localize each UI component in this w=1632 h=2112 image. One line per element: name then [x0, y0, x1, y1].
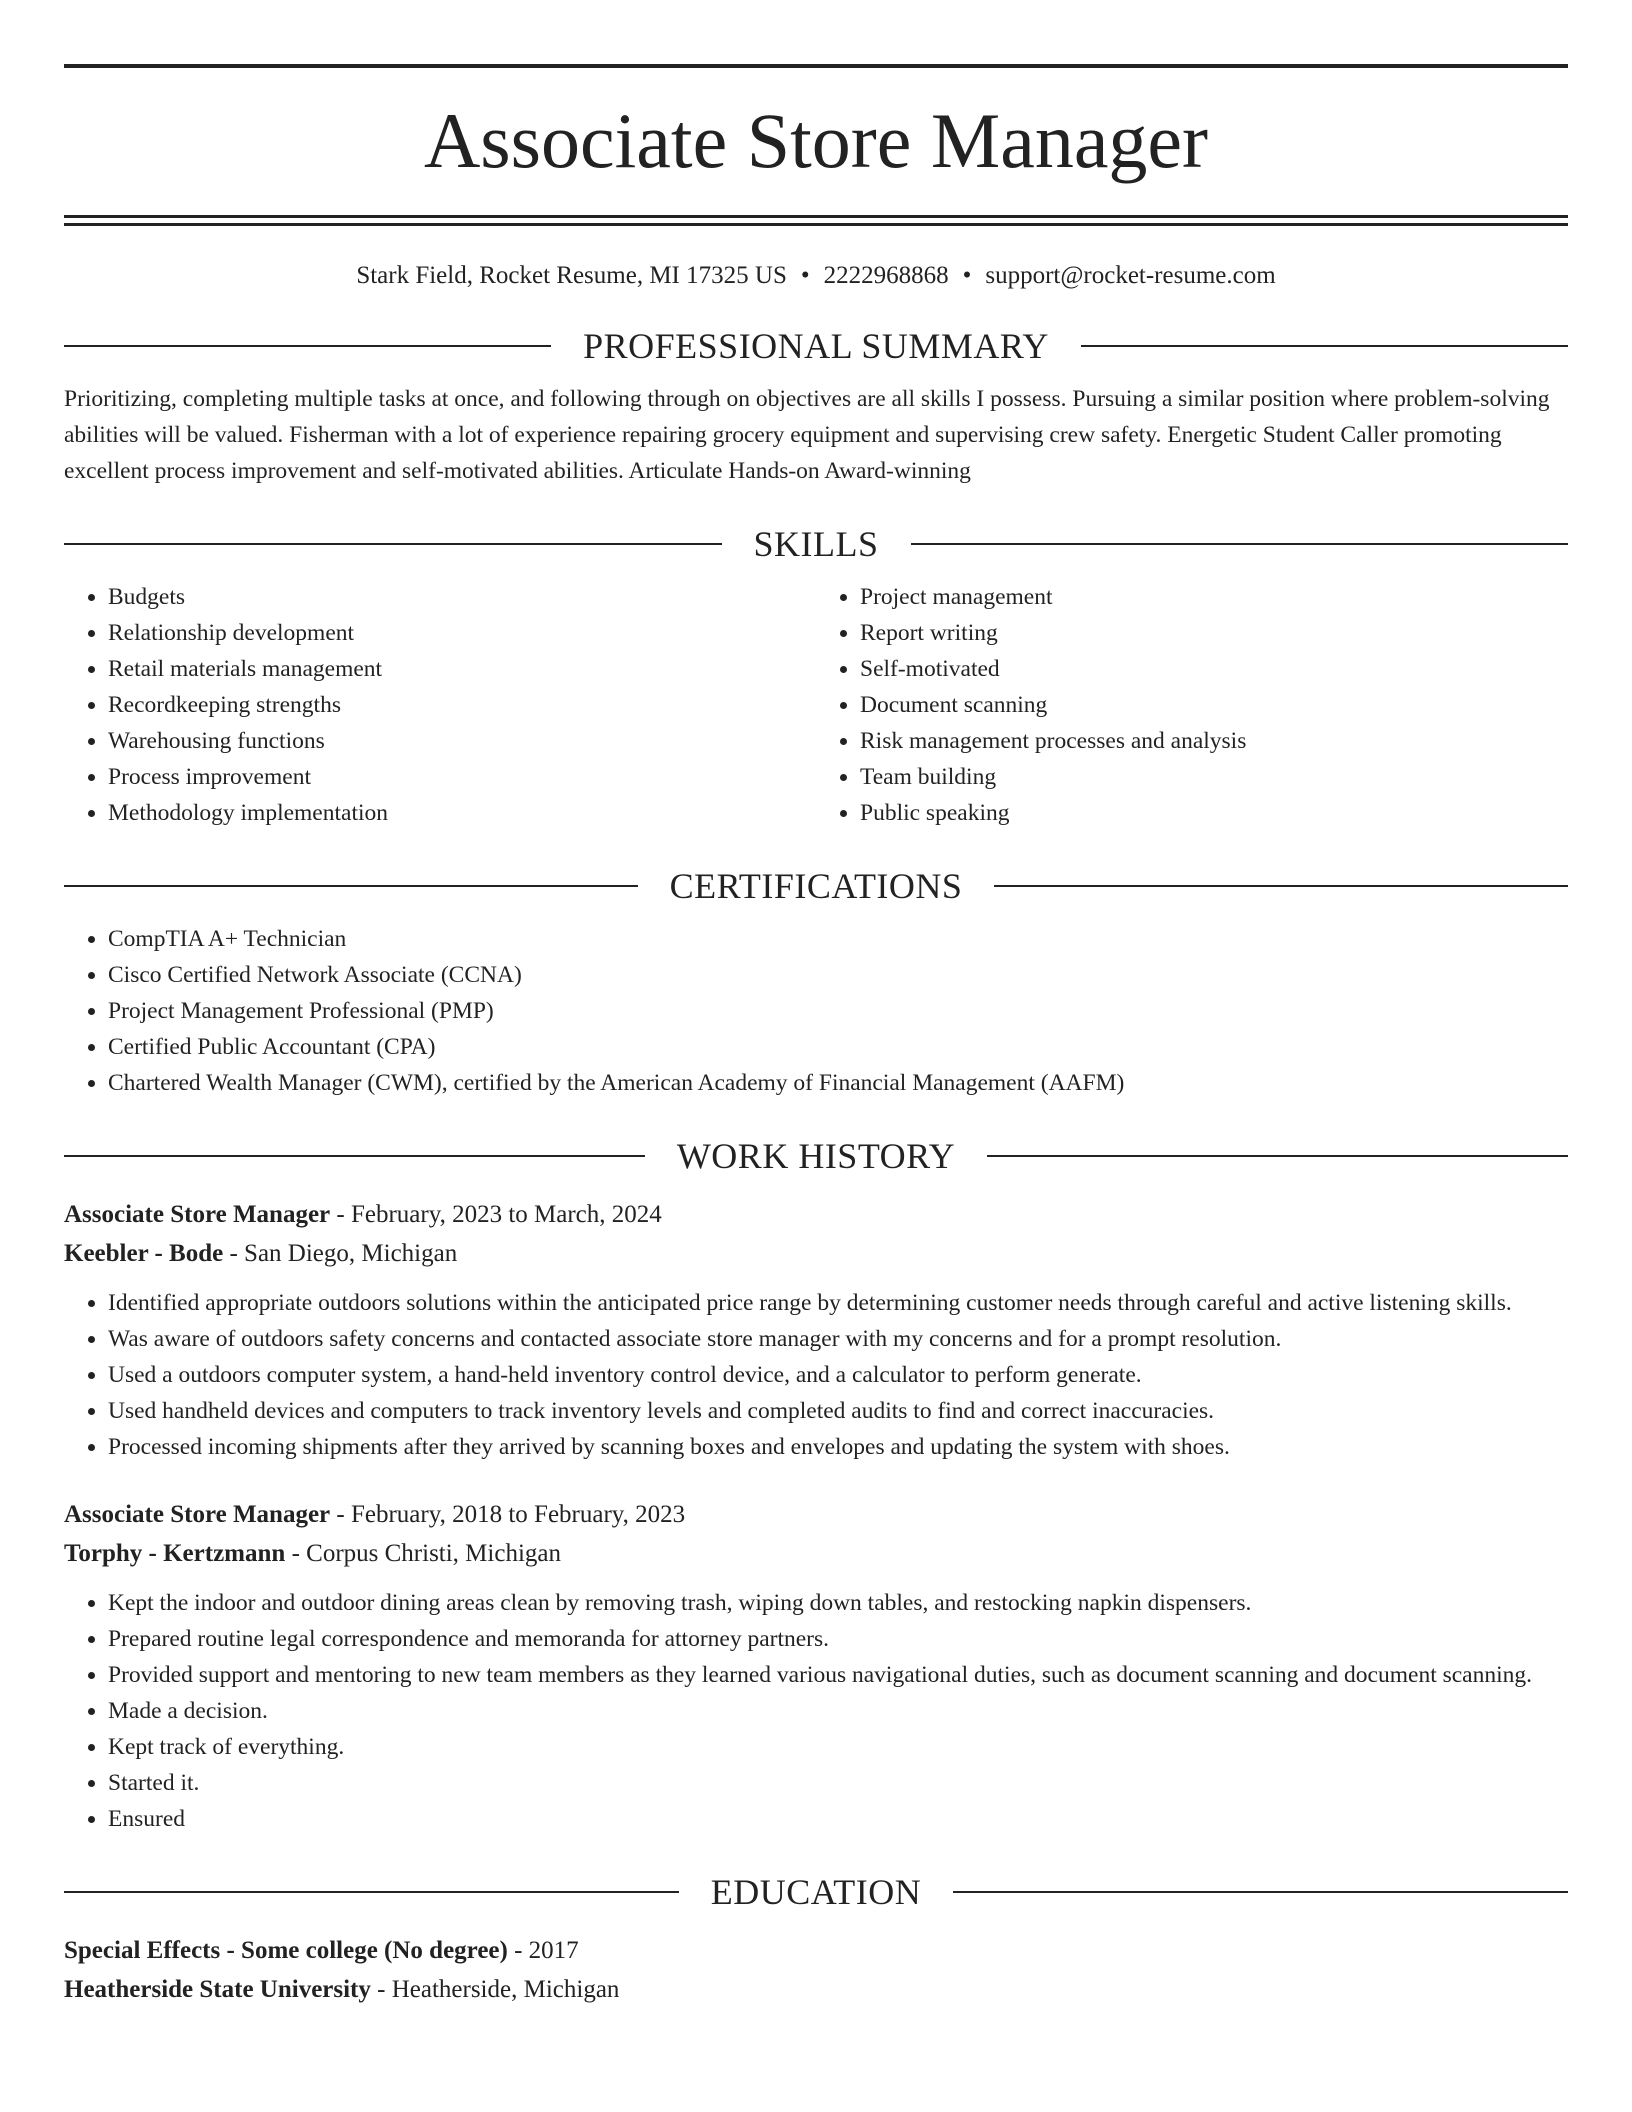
- education-degree: Special Effects - Some college (No degree): [64, 1937, 508, 1964]
- job-bullet: • Was aware of outdoors safety concerns and contacted associate store manager with my concerns and for a prompt resolution.: [108, 1321, 1568, 1357]
- job-bullet: • Identified appropriate outdoors solutions within the anticipated price range by determining customer needs through careful and active listening skills.: [108, 1285, 1568, 1321]
- job-bullet: • Started it.: [108, 1765, 1568, 1801]
- job-title-line: [64, 1495, 1568, 1534]
- skills-list-left: [64, 579, 816, 831]
- summary-section-heading: [64, 325, 1568, 367]
- contact-separator: •: [800, 262, 810, 289]
- job-bullet: • Made a decision.: [108, 1693, 1568, 1729]
- certification-item: • Project Management Professional (PMP): [108, 993, 1568, 1029]
- heading-rule: [987, 1155, 1568, 1157]
- job-bullet: • Ensured: [108, 1801, 1568, 1837]
- job-location: - San Diego, Michigan: [223, 1240, 458, 1267]
- certification-item: • Certified Public Accountant (CPA): [108, 1029, 1568, 1065]
- education-school: Heatherside State University: [64, 1976, 371, 2003]
- skill-item: • Retail materials management: [108, 651, 816, 687]
- heading-rule: [1081, 345, 1568, 347]
- skill-item: • Budgets: [108, 579, 816, 615]
- contact-line: [64, 261, 1568, 291]
- education-heading-label: EDUCATION: [710, 1872, 922, 1912]
- skill-item: • Public speaking: [860, 795, 1568, 831]
- education-year: - 2017: [507, 1937, 579, 1964]
- job-bullet: • Provided support and mentoring to new team members as they learned various navigational duties, such as document scanning and document scanning.: [108, 1657, 1568, 1693]
- skill-item: • Relationship development: [108, 615, 816, 651]
- education-school-line: [64, 1970, 1568, 2009]
- education-entry: [64, 1931, 1568, 2009]
- summary-text: Prioritizing, completing multiple tasks at once, and following through on objectives are all skills I possess. Pursuing a similar position where problem-solving abilities will be valued. Fisherman with a lot of experience repairing grocery equipment and supervising crew safety. Energetic Student Caller promoting excellent process improvement and self-motivated abilities. Articulate Hands-on Award-winning: [64, 386, 1550, 484]
- job-company: Keebler - Bode: [64, 1240, 224, 1267]
- work-section-heading: [64, 1135, 1568, 1177]
- certification-item: • Cisco Certified Network Associate (CCNA): [108, 957, 1568, 993]
- heading-rule: [64, 885, 638, 887]
- skills-heading-label: SKILLS: [753, 524, 879, 564]
- job-bullet: • Kept track of everything.: [108, 1729, 1568, 1765]
- job-bullet: • Kept the indoor and outdoor dining areas clean by removing trash, wiping down tables, and restocking napkin dispensers.: [108, 1585, 1568, 1621]
- skills-grid: [64, 579, 1568, 831]
- heading-rule: [911, 543, 1569, 545]
- skill-item: • Recordkeeping strengths: [108, 687, 816, 723]
- skill-item: • Self-motivated: [860, 651, 1568, 687]
- job-title-line: [64, 1195, 1568, 1234]
- job-dates: - February, 2023 to March, 2024: [330, 1201, 662, 1228]
- skill-item: • Risk management processes and analysis: [860, 723, 1568, 759]
- heading-rule: [64, 345, 551, 347]
- job-entry: [64, 1195, 1568, 1465]
- job-title: Associate Store Manager: [64, 1501, 331, 1528]
- contact-address: Stark Field, Rocket Resume, MI 17325 US: [356, 262, 787, 289]
- contact-email: support@rocket-resume.com: [985, 262, 1276, 289]
- header-double-rule: [64, 215, 1568, 226]
- resume-page: [64, 64, 1568, 2009]
- resume-title: Associate Store Manager: [423, 97, 1209, 184]
- job-bullets: [64, 1585, 1568, 1837]
- heading-rule: [64, 1155, 645, 1157]
- job-company: Torphy - Kertzmann: [64, 1540, 286, 1567]
- job-bullet: • Processed incoming shipments after they arrived by scanning boxes and envelopes and updating the system with shoes.: [108, 1429, 1568, 1465]
- summary-heading-label: PROFESSIONAL SUMMARY: [583, 326, 1049, 366]
- contact-phone: 2222968868: [823, 262, 949, 289]
- skill-item: • Document scanning: [860, 687, 1568, 723]
- certification-item: • Chartered Wealth Manager (CWM), certified by the American Academy of Financial Management (AAFM): [108, 1065, 1568, 1101]
- certification-item: • CompTIA A+ Technician: [108, 921, 1568, 957]
- heading-rule: [953, 1891, 1568, 1893]
- work-heading-label: WORK HISTORY: [676, 1136, 956, 1176]
- job-company-line: [64, 1234, 1568, 1273]
- certifications-list: [64, 921, 1568, 1101]
- job-location: - Corpus Christi, Michigan: [285, 1540, 561, 1567]
- certifications-heading-label: CERTIFICATIONS: [669, 866, 963, 906]
- header-top-rule: [64, 64, 1568, 68]
- skills-section-heading: [64, 523, 1568, 565]
- job-company-line: [64, 1534, 1568, 1573]
- contact-separator: •: [962, 262, 972, 289]
- job-entry: [64, 1495, 1568, 1837]
- education-section-heading: [64, 1871, 1568, 1913]
- skill-item: • Team building: [860, 759, 1568, 795]
- skill-item: • Methodology implementation: [108, 795, 816, 831]
- job-bullet: • Used a outdoors computer system, a hand-held inventory control device, and a calculator to perform generate.: [108, 1357, 1568, 1393]
- skill-item: • Project management: [860, 579, 1568, 615]
- skills-list-right: [816, 579, 1568, 831]
- heading-rule: [64, 1891, 679, 1893]
- education-location: - Heatherside, Michigan: [370, 1976, 620, 2003]
- job-bullet: • Used handheld devices and computers to track inventory levels and completed audits to find and correct inaccuracies.: [108, 1393, 1568, 1429]
- skill-item: • Warehousing functions: [108, 723, 816, 759]
- job-bullet: • Prepared routine legal correspondence and memoranda for attorney partners.: [108, 1621, 1568, 1657]
- skill-item: • Report writing: [860, 615, 1568, 651]
- skill-item: • Process improvement: [108, 759, 816, 795]
- heading-rule: [64, 543, 722, 545]
- job-dates: - February, 2018 to February, 2023: [330, 1501, 686, 1528]
- job-bullets: [64, 1285, 1568, 1465]
- heading-rule: [994, 885, 1568, 887]
- certifications-section-heading: [64, 865, 1568, 907]
- job-title: Associate Store Manager: [64, 1201, 331, 1228]
- education-degree-line: [64, 1931, 1568, 1970]
